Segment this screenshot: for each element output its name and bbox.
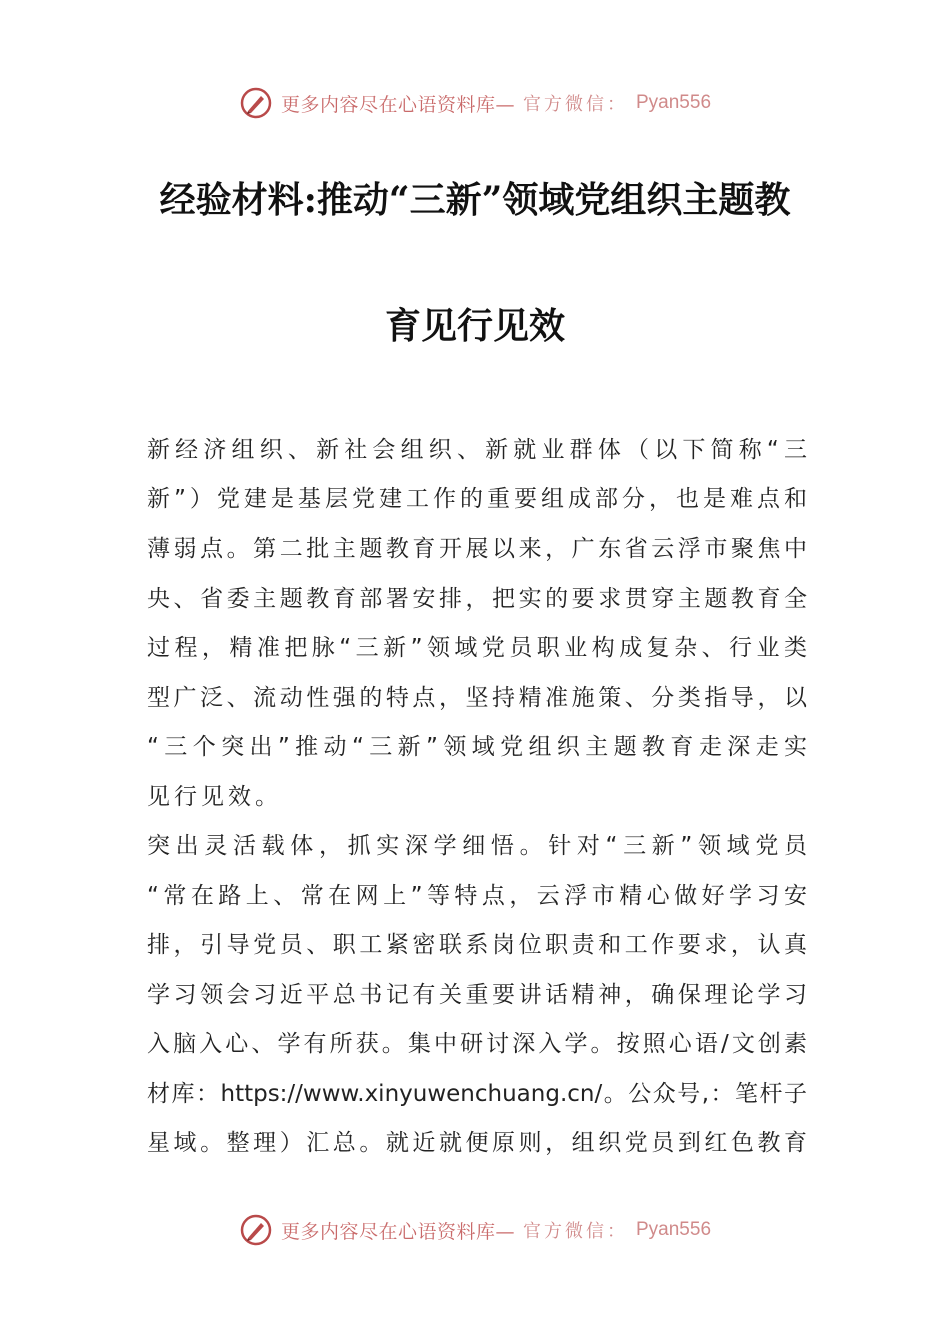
body-line: 过程，精准把脉“三新”领域党员职业构成复杂、行业类 <box>147 635 807 661</box>
body-line: 新经济组织、新社会组织、新就业群体（以下简称“三 <box>147 437 807 463</box>
body-line: 突出灵活载体，抓实深学细悟。针对“三新”领域党员 <box>147 833 807 859</box>
body-line: 见行见效。 <box>147 784 282 810</box>
pen-circle-logo-icon <box>239 1213 273 1247</box>
watermark-text: 更多内容尽在心语资料库— <box>280 93 515 116</box>
body-line: 型广泛、流动性强的特点，坚持精准施策、分类指导，以 <box>147 685 807 711</box>
footer-watermark <box>0 1210 950 1250</box>
watermark-wechat-id: Pyan556 <box>636 92 712 113</box>
document-title-line-2: 育见行见效 <box>384 305 565 347</box>
document-title-line-1: 经验材料:推动“三新”领域党组织主题教 <box>159 179 791 221</box>
watermark-official-label: 官方微信： <box>523 94 628 115</box>
body-line: 星域。整理）汇总。就近就便原则，组织党员到红色教育 <box>147 1130 807 1156</box>
body-line: “三个突出”推动“三新”领域党组织主题教育走深走实 <box>147 734 807 760</box>
watermark-official-label: 官方微信： <box>523 1221 628 1242</box>
header-watermark <box>0 83 950 123</box>
body-line: “常在路上、常在网上”等特点，云浮市精心做好学习安 <box>147 883 807 909</box>
watermark-wechat-id: Pyan556 <box>636 1219 712 1240</box>
body-line: 材库：https://www.xinyuwenchuang.cn/。公众号,：笔杆子 <box>147 1081 807 1107</box>
body-line: 新”）党建是基层党建工作的重要组成部分，也是难点和 <box>147 486 807 512</box>
body-line: 学习领会习近平总书记有关重要讲话精神，确保理论学习 <box>147 982 807 1008</box>
body-line: 排，引导党员、职工紧密联系岗位职责和工作要求，认真 <box>147 932 807 958</box>
body-line: 入脑入心、学有所获。集中研讨深入学。按照心语/文创素 <box>147 1031 807 1057</box>
body-line: 薄弱点。第二批主题教育开展以来，广东省云浮市聚焦中 <box>147 536 807 562</box>
body-line: 央、省委主题教育部署安排，把实的要求贯穿主题教育全 <box>147 586 807 612</box>
pen-circle-logo-icon <box>239 86 273 120</box>
watermark-text: 更多内容尽在心语资料库— <box>280 1220 515 1243</box>
